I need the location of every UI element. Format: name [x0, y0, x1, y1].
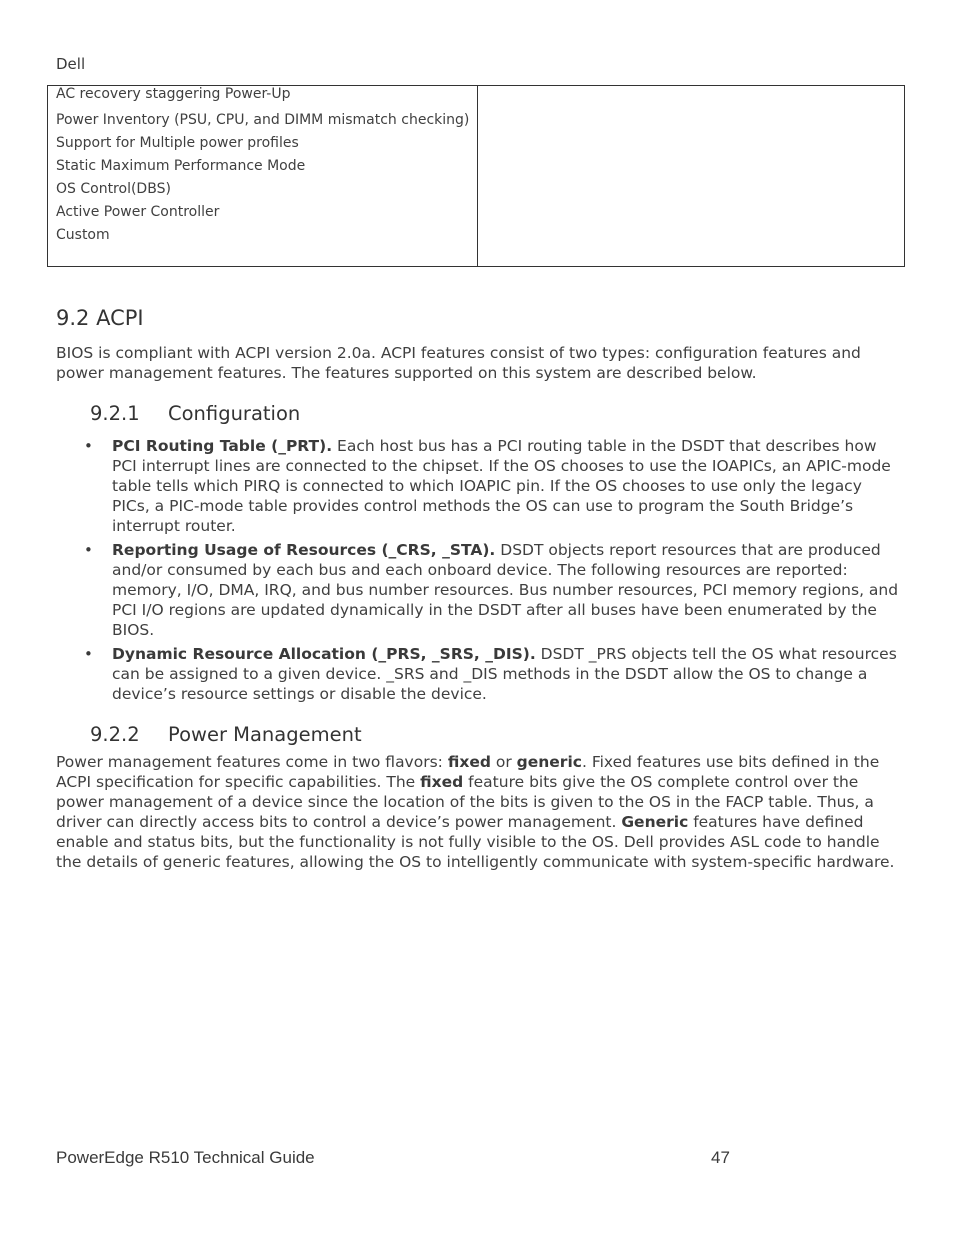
power-management-paragraph — [56, 752, 906, 872]
feature-list-cell — [48, 86, 478, 266]
feature-row: AC recovery staggering Power-Up — [56, 86, 291, 102]
bullet-lead: PCI Routing Table (_PRT). — [112, 437, 333, 455]
text-run: or — [490, 753, 517, 771]
feature-row: OS Control(DBS) — [56, 181, 171, 197]
bullet-body: DSDT objects report resources that are produced and/or consumed by each bus and each onboard device. The following resources are reported: memory, I/O, DMA, IRQ, and bus number resources. Bus number resources, PCI memory regions, and PCI I/O regions are updated dynamically in the DSDT after all buses have been enumerated by the BIOS. — [112, 541, 899, 639]
section-intro: BIOS is compliant with ACPI version 2.0a. ACPI features consist of two types: configuration features and power management features. The features supported on this system are described below. — [56, 344, 861, 382]
bullet-body: Each host bus has a PCI routing table in the DSDT that describes how PCI interrupt lines are connected to the chipset. If the OS chooses to use the IOAPICs, an APIC-mode table tells which PIRQ is connected to which IOAPIC pin. If the OS chooses to use only the legacy PICs, a PIC-mode table provides control methods the OS can use to program the South Bridge’s interrupt router. — [112, 437, 891, 535]
feature-row: Power Inventory (PSU, CPU, and DIMM mismatch checking) — [56, 112, 470, 128]
bold-term: fixed — [420, 773, 464, 791]
text-run: . Fixed features use bits defined in the ACPI specification for specific capabilities. The — [56, 753, 880, 791]
bullet-text — [112, 644, 899, 704]
text-run: feature bits give the OS complete control over the power management of a device since the location of the bits is given to the OS in the FACP table. Thus, a driver can directly access bits to control a device’s power management. — [56, 773, 874, 831]
list-item — [84, 644, 899, 704]
bold-term: fixed — [447, 753, 491, 771]
subsection-number: 9.2.2 — [90, 723, 140, 746]
feature-row: Custom — [56, 227, 110, 243]
subsection-title: Configuration — [168, 402, 301, 425]
page-number: 47 — [711, 1148, 730, 1167]
list-item — [84, 436, 899, 536]
bullet-lead: Dynamic Resource Allocation (_PRS, _SRS, _DIS). — [112, 645, 536, 663]
bullet-icon: • — [84, 437, 93, 455]
bullet-icon: • — [84, 645, 93, 663]
section-heading: 9.2 ACPI — [56, 306, 144, 330]
power-features-table — [47, 85, 905, 267]
configuration-bullet-list — [84, 436, 899, 708]
page-header: Dell — [56, 55, 86, 73]
text-run: features have defined enable and status bits, but the functionality is not fully visible to the OS. Dell provides ASL code to handle the details of generic features, allowing the OS to intelligently communicate with system-specific hardware. — [56, 813, 895, 871]
feature-row: Static Maximum Performance Mode — [56, 158, 306, 174]
feature-row: Support for Multiple power profiles — [56, 135, 299, 151]
empty-table-cell — [478, 86, 904, 266]
configuration-heading — [90, 402, 300, 425]
bullet-text — [112, 540, 899, 640]
bullet-icon: • — [84, 541, 93, 559]
feature-row: Active Power Controller — [56, 204, 220, 220]
power-management-heading — [90, 723, 362, 746]
subsection-number: 9.2.1 — [90, 402, 140, 425]
list-item — [84, 540, 899, 640]
bold-term: Generic — [621, 813, 689, 831]
footer-doc-title: PowerEdge R510 Technical Guide — [56, 1148, 315, 1167]
bullet-lead: Reporting Usage of Resources (_CRS, _STA). — [112, 541, 496, 559]
subsection-title: Power Management — [168, 723, 362, 746]
bullet-text — [112, 436, 899, 536]
text-run: Power management features come in two flavors: — [56, 753, 448, 771]
bullet-body: DSDT _PRS objects tell the OS what resources can be assigned to a given device. _SRS and _DIS methods in the DSDT allow the OS to change a device’s resource settings or disable the device. — [112, 645, 897, 703]
bold-term: generic — [516, 753, 582, 771]
